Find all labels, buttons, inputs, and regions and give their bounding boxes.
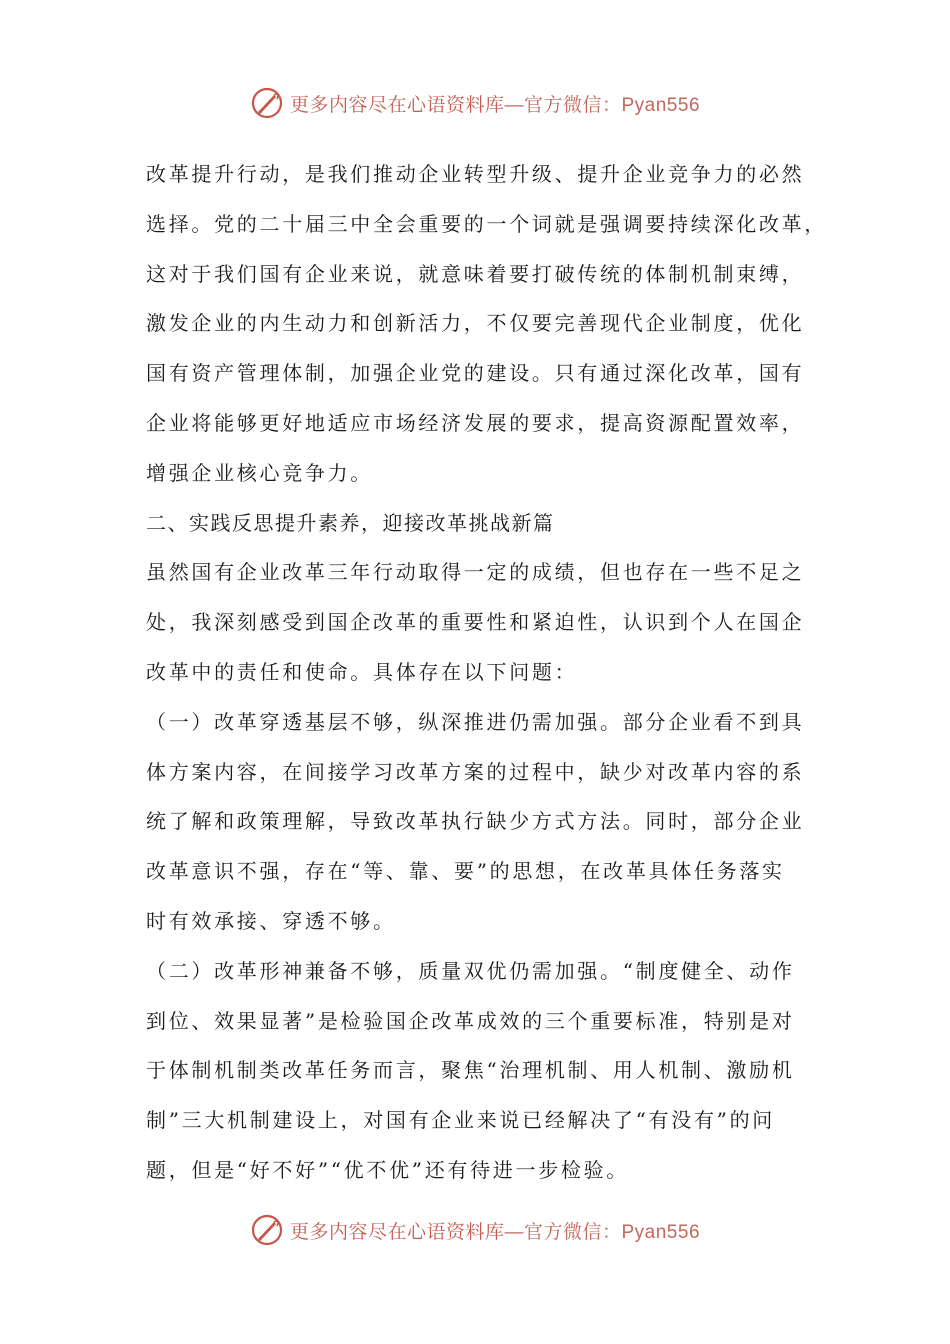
paragraph-line: 到位、效果显著”是检验国企改革成效的三个重要标准，特别是对 [146, 1008, 795, 1033]
document-body [146, 150, 826, 1196]
quill-pen-logo-icon [250, 1213, 284, 1247]
paragraph-line: 国有资产管理体制，加强企业党的建设。只有通过深化改革，国有 [146, 361, 805, 386]
paragraph-line: 制”三大机制建设上，对国有企业来说已经解决了“有没有”的问 [146, 1108, 775, 1133]
watermark-text [290, 90, 700, 117]
paragraph-line: 改革意识不强，存在“等、靠、要”的思想，在改革具体任务落实 [146, 859, 785, 884]
watermark-sub: —官方微信：Pyan556 [504, 1221, 701, 1243]
paragraph-line: 改革中的责任和使命。具体存在以下问题： [146, 659, 578, 684]
paragraph-line: 虽然国有企业改革三年行动取得一定的成绩，但也存在一些不足之 [146, 560, 805, 585]
paragraph-line: 改革提升行动，是我们推动企业转型升级、提升企业竞争力的必然 [146, 162, 805, 186]
paragraph-line: 体方案内容，在间接学习改革方案的过程中，缺少对改革内容的系 [146, 759, 805, 784]
header-watermark [0, 86, 950, 120]
paragraph-line: 处，我深刻感受到国企改革的重要性和紧迫性，认识到个人在国企 [146, 610, 805, 635]
paragraph-line: （一）改革穿透基层不够，纵深推进仍需加强。部分企业看不到具 [146, 709, 805, 734]
paragraph-line: （二）改革形神兼备不够，质量双优仍需加强。“制度健全、动作 [146, 958, 795, 983]
paragraph-line: 时有效承接、穿透不够。 [146, 908, 396, 933]
quill-pen-logo-icon [250, 86, 284, 120]
watermark-text [290, 1217, 700, 1244]
paragraph-line: 这对于我们国有企业来说，就意味着要打破传统的体制机制束缚， [146, 261, 805, 286]
watermark-main: 更多内容尽在心语资料库 [289, 93, 505, 116]
paragraph-line: 题，但是“好不好”“优不优”还有待进一步检验。 [146, 1157, 629, 1182]
paragraph-line: 统了解和政策理解，导致改革执行缺少方式方法。同时，部分企业 [146, 809, 805, 834]
section-heading: 二、实践反思提升素养，迎接改革挑战新篇 [146, 510, 555, 535]
watermark-sub: —官方微信：Pyan556 [504, 94, 701, 116]
paragraph-line: 选择。党的二十届三中全会重要的一个词就是强调要持续深化改革， [146, 211, 827, 236]
paragraph-line: 激发企业的内生动力和创新活力，不仅要完善现代企业制度，优化 [146, 311, 805, 336]
paragraph-line: 企业将能够更好地适应市场经济发展的要求，提高资源配置效率， [146, 410, 805, 435]
paragraph-line: 增强企业核心竞争力。 [146, 460, 373, 485]
footer-watermark [0, 1213, 950, 1247]
watermark-main: 更多内容尽在心语资料库 [289, 1220, 505, 1243]
paragraph-line: 于体制机制类改革任务而言，聚焦“治理机制、用人机制、激励机 [146, 1058, 795, 1083]
